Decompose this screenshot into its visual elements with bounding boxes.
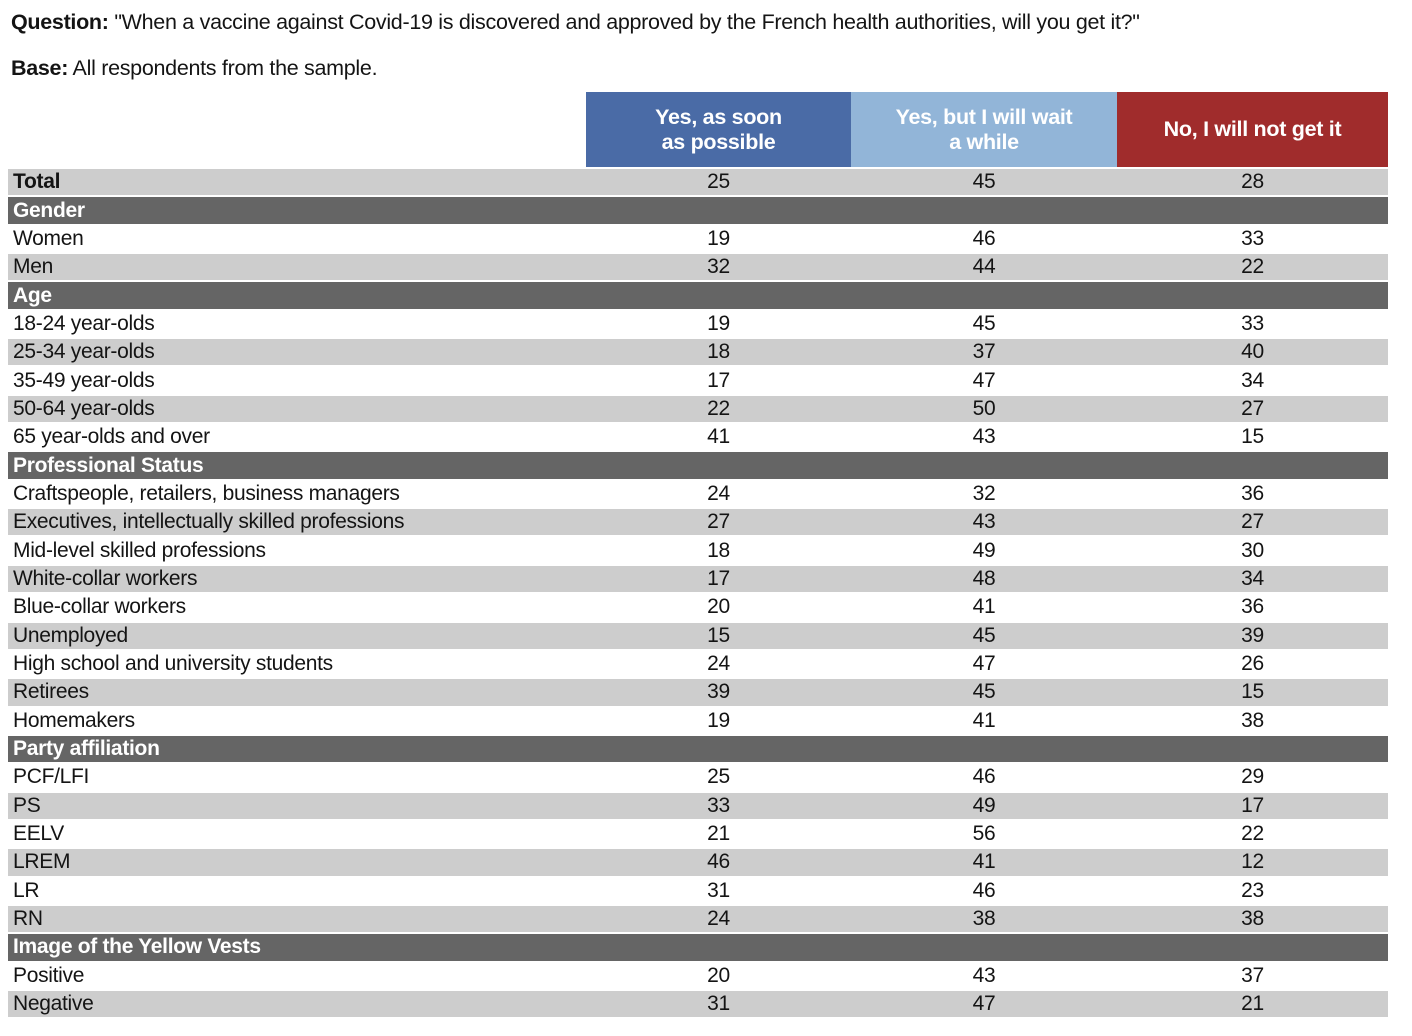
- table-row: [8, 961, 1388, 989]
- column-header-line: as possible: [661, 129, 776, 154]
- column-header-line: a while: [949, 129, 1019, 154]
- table-row: [8, 535, 1388, 563]
- value-cell-yes-wait: 56: [972, 822, 996, 846]
- row-label: 25-34 year-olds: [13, 340, 155, 364]
- row-label: Men: [13, 255, 53, 279]
- value-cell-yes-wait: 41: [972, 595, 996, 619]
- column-header-line: Yes, but I will wait: [895, 104, 1073, 129]
- table-row: [8, 365, 1388, 393]
- table-row: [8, 819, 1388, 847]
- section-label: Gender: [13, 198, 85, 222]
- question-label: Question:: [11, 10, 109, 34]
- section-header-row: [8, 734, 1388, 762]
- table-row: [8, 876, 1388, 904]
- value-cell-yes-asap: 46: [707, 850, 730, 874]
- value-cell-no: 15: [1241, 680, 1264, 704]
- table-row: [8, 422, 1388, 450]
- intro-block: [11, 9, 1140, 82]
- results-table: [8, 92, 1388, 1017]
- value-cell-yes-wait: 43: [972, 510, 996, 534]
- row-label: High school and university students: [13, 652, 333, 676]
- value-cell-yes-asap: 19: [707, 708, 730, 732]
- table-row: [8, 649, 1388, 677]
- row-label: LREM: [13, 850, 71, 874]
- value-cell-yes-asap: 18: [707, 340, 730, 364]
- row-label: 50-64 year-olds: [13, 396, 155, 420]
- row-label: RN: [13, 907, 43, 931]
- value-cell-yes-wait: 44: [972, 255, 996, 279]
- row-label: Retirees: [13, 680, 89, 704]
- section-header-row: [8, 195, 1388, 223]
- value-cell-yes-asap: 24: [707, 907, 730, 931]
- value-cell-no: 34: [1241, 566, 1264, 590]
- table-body: [8, 167, 1388, 1017]
- value-cell-no: 38: [1241, 907, 1264, 931]
- section-label: Image of the Yellow Vests: [13, 935, 261, 959]
- table-row: [8, 706, 1388, 734]
- column-header-no: [1117, 92, 1388, 167]
- value-cell-no: 12: [1241, 850, 1264, 874]
- row-label: White-collar workers: [13, 566, 198, 590]
- value-cell-yes-asap: 19: [707, 311, 730, 335]
- value-cell-yes-wait: 45: [972, 170, 996, 194]
- row-label: Mid-level skilled professions: [13, 538, 266, 562]
- column-header-yes-wait: [851, 92, 1117, 167]
- row-label: EELV: [13, 822, 64, 846]
- value-cell-no: 26: [1241, 652, 1264, 676]
- row-label: 35-49 year-olds: [13, 368, 155, 392]
- row-label: Craftspeople, retailers, business managers: [13, 481, 400, 505]
- value-cell-yes-wait: 41: [972, 708, 996, 732]
- value-cell-yes-wait: 43: [972, 425, 996, 449]
- table-row: [8, 507, 1388, 535]
- value-cell-yes-wait: 47: [972, 992, 996, 1016]
- value-cell-yes-wait: 46: [972, 878, 996, 902]
- row-label: Blue-collar workers: [13, 595, 186, 619]
- value-cell-yes-asap: 20: [707, 963, 730, 987]
- column-header-line: No, I will not get it: [1163, 117, 1342, 141]
- value-cell-no: 37: [1241, 963, 1264, 987]
- table-row: [8, 989, 1388, 1017]
- value-cell-yes-wait: 50: [972, 396, 996, 420]
- value-cell-yes-asap: 32: [707, 255, 730, 279]
- table-row: [8, 394, 1388, 422]
- value-cell-yes-wait: 43: [972, 963, 996, 987]
- question-text: "When a vaccine against Covid-19 is discovered and approved by the French health authorities, will you get it?": [108, 10, 1140, 34]
- value-cell-no: 29: [1241, 765, 1264, 789]
- value-cell-yes-asap: 18: [707, 538, 730, 562]
- section-label: Party affiliation: [13, 737, 160, 761]
- value-cell-no: 17: [1241, 793, 1264, 817]
- table-row: [8, 564, 1388, 592]
- value-cell-yes-wait: 46: [972, 226, 996, 250]
- table-row: [8, 904, 1388, 932]
- base-line: [11, 55, 1140, 82]
- value-cell-no: 33: [1241, 226, 1264, 250]
- section-header-row: [8, 280, 1388, 308]
- value-cell-yes-wait: 46: [972, 765, 996, 789]
- value-cell-yes-asap: 22: [707, 396, 730, 420]
- value-cell-yes-asap: 24: [707, 652, 730, 676]
- value-cell-no: 28: [1241, 170, 1264, 194]
- base-text: All respondents from the sample.: [68, 56, 378, 80]
- row-label: Total: [13, 170, 61, 194]
- value-cell-yes-asap: 15: [707, 623, 730, 647]
- value-cell-no: 23: [1241, 878, 1264, 902]
- value-cell-yes-wait: 45: [972, 680, 996, 704]
- question-line: [11, 9, 1140, 36]
- table-row: [8, 677, 1388, 705]
- value-cell-yes-wait: 32: [972, 481, 996, 505]
- row-label: LR: [13, 878, 40, 902]
- value-cell-yes-wait: 49: [972, 793, 996, 817]
- value-cell-yes-wait: 47: [972, 368, 996, 392]
- value-cell-yes-asap: 33: [707, 793, 730, 817]
- value-cell-yes-asap: 20: [707, 595, 730, 619]
- value-cell-no: 34: [1241, 368, 1264, 392]
- value-cell-no: 39: [1241, 623, 1264, 647]
- row-label: PS: [13, 793, 41, 817]
- value-cell-yes-asap: 17: [707, 566, 730, 590]
- value-cell-yes-asap: 24: [707, 481, 730, 505]
- base-label: Base:: [11, 56, 69, 80]
- value-cell-yes-asap: 25: [707, 765, 730, 789]
- value-cell-yes-asap: 25: [707, 170, 730, 194]
- column-header-spacer: [8, 92, 586, 167]
- value-cell-yes-wait: 49: [972, 538, 996, 562]
- row-label: Unemployed: [13, 623, 128, 647]
- column-header-line: Yes, as soon: [655, 104, 782, 129]
- row-label: 65 year-olds and over: [13, 425, 210, 449]
- section-header-row: [8, 450, 1388, 478]
- column-header-yes-asap: [586, 92, 851, 167]
- value-cell-yes-wait: 45: [972, 311, 996, 335]
- value-cell-no: 22: [1241, 255, 1264, 279]
- table-row: [8, 337, 1388, 365]
- column-header-row: [8, 92, 1388, 167]
- table-row: [8, 252, 1388, 280]
- section-header-row: [8, 932, 1388, 960]
- value-cell-yes-asap: 19: [707, 226, 730, 250]
- value-cell-no: 40: [1241, 340, 1264, 364]
- value-cell-yes-wait: 37: [972, 340, 996, 364]
- table-row: [8, 621, 1388, 649]
- value-cell-yes-asap: 41: [707, 425, 730, 449]
- table-row: [8, 791, 1388, 819]
- value-cell-yes-asap: 31: [707, 992, 730, 1016]
- table-row: [8, 224, 1388, 252]
- row-label: PCF/LFI: [13, 765, 90, 789]
- row-label: 18-24 year-olds: [13, 311, 155, 335]
- value-cell-yes-asap: 39: [707, 680, 730, 704]
- value-cell-no: 38: [1241, 708, 1264, 732]
- value-cell-yes-wait: 38: [972, 907, 996, 931]
- value-cell-no: 27: [1241, 510, 1264, 534]
- row-label: Women: [13, 226, 84, 250]
- value-cell-no: 36: [1241, 595, 1264, 619]
- row-label: Positive: [13, 963, 85, 987]
- value-cell-yes-wait: 41: [972, 850, 996, 874]
- value-cell-yes-asap: 31: [707, 878, 730, 902]
- value-cell-no: 30: [1241, 538, 1264, 562]
- table-row: [8, 309, 1388, 337]
- value-cell-no: 27: [1241, 396, 1264, 420]
- value-cell-no: 36: [1241, 481, 1264, 505]
- table-row: [8, 479, 1388, 507]
- value-cell-yes-asap: 27: [707, 510, 730, 534]
- value-cell-no: 33: [1241, 311, 1264, 335]
- value-cell-no: 22: [1241, 822, 1264, 846]
- value-cell-yes-wait: 45: [972, 623, 996, 647]
- row-label: Homemakers: [13, 708, 135, 732]
- row-label: Executives, intellectually skilled professions: [13, 510, 405, 534]
- total-row: [8, 167, 1388, 195]
- section-label: Age: [13, 283, 52, 307]
- table-row: [8, 762, 1388, 790]
- value-cell-no: 21: [1241, 992, 1264, 1016]
- value-cell-no: 15: [1241, 425, 1264, 449]
- value-cell-yes-wait: 47: [972, 652, 996, 676]
- table-row: [8, 592, 1388, 620]
- section-label: Professional Status: [13, 453, 204, 477]
- value-cell-yes-wait: 48: [972, 566, 996, 590]
- row-label: Negative: [13, 992, 94, 1016]
- table-row: [8, 847, 1388, 875]
- value-cell-yes-asap: 17: [707, 368, 730, 392]
- value-cell-yes-asap: 21: [707, 822, 730, 846]
